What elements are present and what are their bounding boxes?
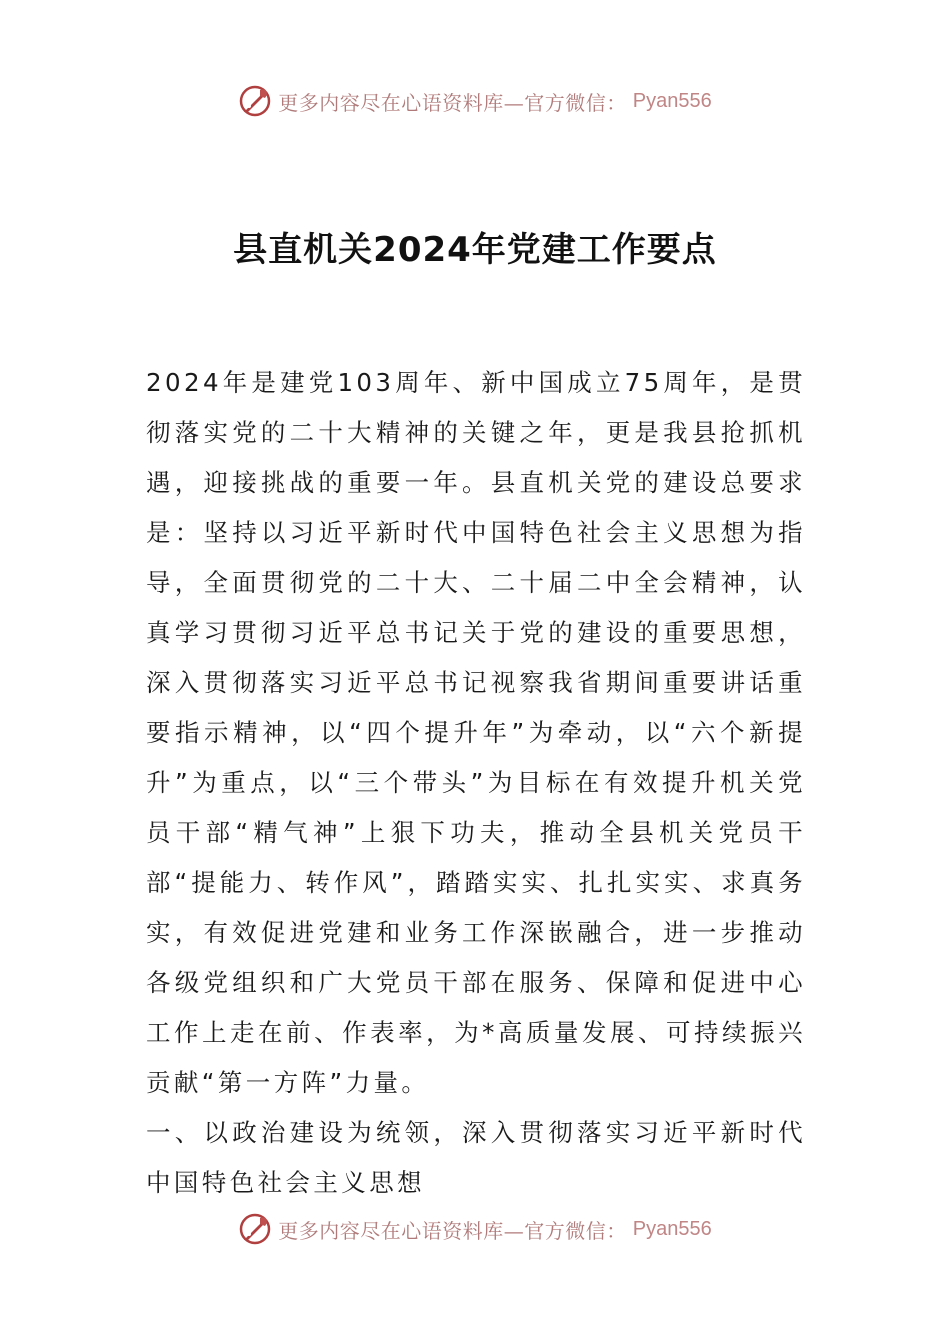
header-watermark — [0, 84, 950, 118]
intro-paragraph: 2024年是建党103周年、新中国成立75周年，是贯彻落实党的二十大精神的关键之年，更是我县抢抓机遇，迎接挑战的重要一年。县直机关党的建设总要求是：坚持以习近平新时代中国特色社会主义思想为指导，全面贯彻党的二十大、二十届二中全会精神，认真学习贯彻习近平总书记关于党的建设的重要思想，深入贯彻落实习近平总书记视察我省期间重要讲话重要指示精神，以“四个提升年”为牵动，以“六个新提升”为重点，以“三个带头”为目标在有效提升机关党员干部“精气神”上狠下功夫，推动全县机关党员干部“提能力、转作风”，踏踏实实、扎扎实实、求真务实，有效促进党建和业务工作深嵌融合，进一步推动各级党组织和广大党员干部在服务、保障和促进中心工作上走在前、作表率，为*高质量发展、可持续振兴贡献“第一方阵”力量。 — [146, 368, 806, 1097]
footer-watermark — [0, 1212, 950, 1246]
watermark-text: 更多内容尽在心语资料库—官方微信： — [278, 90, 627, 115]
quill-pen-icon — [238, 1212, 272, 1246]
document-title: 县直机关2024年党建工作要点 — [233, 230, 717, 270]
section-heading-1: 一、以政治建设为统领，深入贯彻落实习近平新时代中国特色社会主义思想 — [146, 1118, 806, 1197]
watermark-text: 更多内容尽在心语资料库—官方微信： — [278, 1218, 627, 1243]
document-body — [146, 358, 806, 1208]
quill-pen-icon — [238, 84, 272, 118]
watermark-wechat-id: Pyan556 — [632, 1217, 712, 1240]
watermark-wechat-id: Pyan556 — [632, 89, 712, 112]
